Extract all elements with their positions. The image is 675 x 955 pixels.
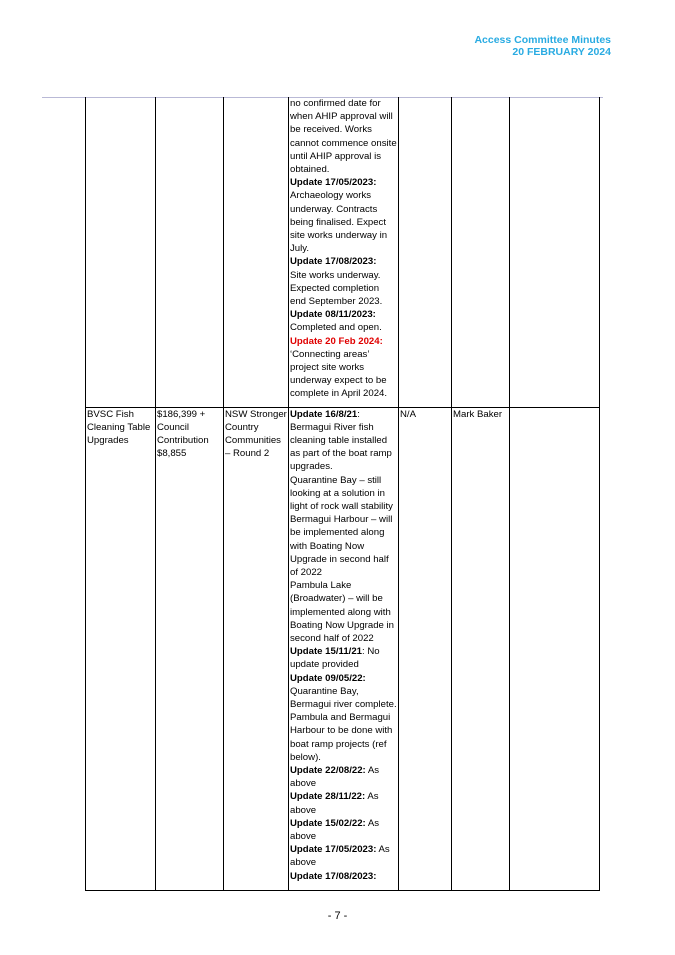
table-cell-funding bbox=[156, 97, 224, 407]
update-line bbox=[290, 764, 397, 790]
update-label: Update 16/8/21 bbox=[290, 408, 358, 420]
table-cell-notes bbox=[510, 407, 600, 890]
table-cell-update bbox=[289, 97, 399, 407]
update-heading: Update 17/08/2023: bbox=[290, 256, 377, 268]
update-line bbox=[290, 645, 397, 671]
update-line: Archaeology works underway. Contracts being finalised. Expect site works underway in July. bbox=[290, 190, 388, 255]
update-label: Update 15/11/21 bbox=[290, 646, 362, 658]
update-text: As above bbox=[290, 791, 379, 816]
update-line bbox=[290, 408, 397, 421]
update-heading: Update 17/05/2023: bbox=[290, 177, 377, 189]
update-text: : No update provided bbox=[290, 646, 380, 671]
update-text: As above bbox=[290, 764, 380, 790]
update-heading: Update 17/08/2023: bbox=[290, 870, 377, 882]
table-cell-program bbox=[224, 97, 289, 407]
update-line: Completed and open. bbox=[290, 322, 382, 334]
table-cell-update bbox=[289, 407, 399, 890]
table-cell-responsible bbox=[452, 97, 510, 407]
update-heading: Update 08/11/2023: bbox=[290, 309, 376, 321]
update-line: no confirmed date for when AHIP approval will be received. Works cannot commence onsite until AHIP approval is obtained. bbox=[290, 98, 397, 176]
table-cell-impact: N/A bbox=[399, 407, 452, 890]
update-line bbox=[290, 843, 397, 869]
update-label: Update 28/11/22: bbox=[290, 791, 366, 803]
update-line: Bermagui Harbour – will be implemented along with Boating Now Upgrade in second half of 2022 bbox=[290, 514, 393, 578]
update-line bbox=[290, 790, 397, 816]
table-cell-responsible: Mark Baker bbox=[452, 407, 510, 890]
update-label: Update 22/08/22: bbox=[290, 764, 366, 776]
update-label: Update 15/02/22: bbox=[290, 817, 366, 829]
update-line: Pambula Lake (Broadwater) – will be implemented along with Boating Now Upgrade in second half of 2022 bbox=[290, 580, 394, 644]
document-header bbox=[474, 34, 611, 58]
update-text: As above bbox=[290, 817, 380, 842]
update-line: Quarantine Bay – still looking at a solution in light of rock wall stability bbox=[290, 474, 393, 512]
update-line: Bermagui River fish cleaning table installed as part of the boat ramp upgrades. bbox=[290, 421, 392, 473]
update-label: Update 17/05/2023: bbox=[290, 844, 377, 856]
update-heading: Update 09/05/22: bbox=[290, 672, 366, 684]
table-cell-funding: $186,399 + Council Contribution $8,855 bbox=[156, 407, 224, 890]
update-line bbox=[290, 817, 397, 843]
table-cell-notes bbox=[510, 97, 600, 407]
table-cell-program: NSW Stronger Country Communities – Round 2 bbox=[224, 407, 289, 890]
update-heading-highlight: Update 20 Feb 2024: bbox=[290, 335, 383, 347]
table-row bbox=[86, 97, 600, 407]
update-line: Quarantine Bay, Bermagui river complete. Pambula and Bermagui Harbour to be done with boat ramp projects (ref below). bbox=[290, 685, 397, 763]
page-number: - 7 - bbox=[327, 910, 348, 922]
table-row bbox=[86, 407, 600, 890]
table-cell-project: BVSC Fish Cleaning Table Upgrades bbox=[86, 407, 156, 890]
minutes-table bbox=[85, 97, 600, 891]
table-cell-impact bbox=[399, 97, 452, 407]
update-text: As above bbox=[290, 844, 390, 869]
table-cell-project bbox=[86, 97, 156, 407]
update-line: ‘Connecting areas’ project site works underway expect to be complete in April 2024. bbox=[290, 348, 388, 400]
update-line: Site works underway. Expected completion end September 2023. bbox=[290, 269, 383, 308]
header-date: 20 FEBRUARY 2024 bbox=[512, 46, 611, 58]
update-label-suffix: : bbox=[357, 408, 360, 420]
header-title: Access Committee Minutes bbox=[474, 34, 611, 46]
